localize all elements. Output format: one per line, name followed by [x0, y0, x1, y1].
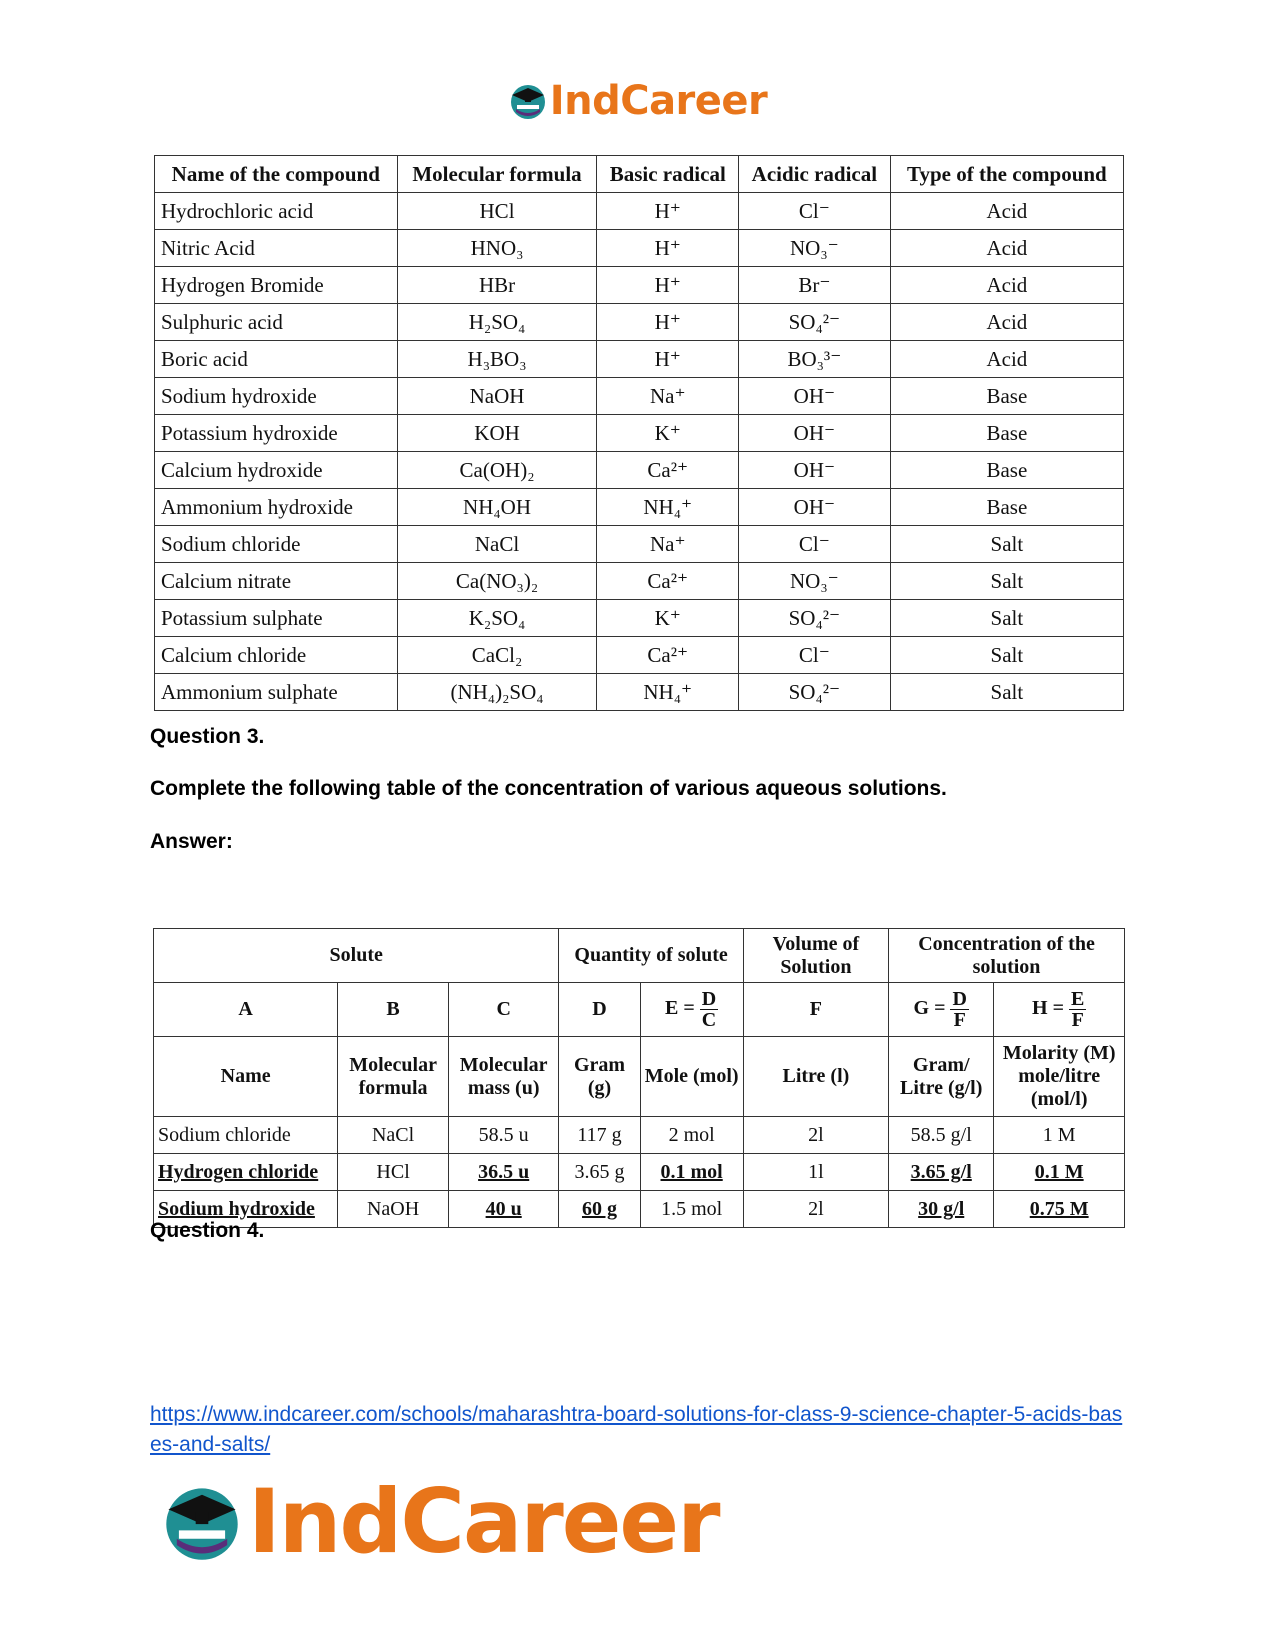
table-cell: H₂SO₄ [397, 304, 597, 341]
col-header: Type of the compound [890, 156, 1123, 193]
table-row [155, 452, 1124, 489]
table-cell: Cl⁻ [739, 637, 891, 674]
concentration-table [153, 928, 1125, 1228]
table-cell: Ca(NO₃)₂ [397, 563, 597, 600]
fraction-denominator: C [701, 1009, 717, 1031]
table-cell: H₃BO₃ [397, 341, 597, 378]
table-cell: HNO₃ [397, 230, 597, 267]
unit-litre: Litre (l) [743, 1037, 888, 1117]
table-cell: Sodium chloride [154, 1117, 338, 1154]
table-cell: H⁺ [597, 267, 739, 304]
table-cell: 3.65 g/l [889, 1154, 994, 1191]
formula-e-equals: = [683, 997, 695, 1020]
unit-mole: Mole (mol) [640, 1037, 743, 1117]
table-cell: Acid [890, 193, 1123, 230]
table-cell: HBr [397, 267, 597, 304]
table-row [155, 489, 1124, 526]
table-cell: H⁺ [597, 341, 739, 378]
formula-h-equals: = [1052, 997, 1064, 1020]
brand-logo [0, 78, 1275, 124]
letter-b: B [338, 983, 449, 1037]
table-cell: KOH [397, 415, 597, 452]
table-cell: Acid [890, 267, 1123, 304]
compounds-table [154, 155, 1124, 711]
table-row [155, 230, 1124, 267]
table-cell: CaCl₂ [397, 637, 597, 674]
brand-name: IndCareer [248, 1470, 719, 1573]
table-cell: Calcium nitrate [155, 563, 398, 600]
table-cell: Potassium hydroxide [155, 415, 398, 452]
table-cell: Hydrochloric acid [155, 193, 398, 230]
table-cell: Nitric Acid [155, 230, 398, 267]
table-cell: Cl⁻ [739, 526, 891, 563]
table-cell: 36.5 u [448, 1154, 559, 1191]
table-cell: NaCl [397, 526, 597, 563]
fraction-numerator: E [1071, 988, 1085, 1010]
table-row [155, 415, 1124, 452]
table-cell: Ammonium sulphate [155, 674, 398, 711]
question-4-title: Question 4. [150, 1219, 265, 1242]
table-cell: (NH₄)₂SO₄ [397, 674, 597, 711]
col-header: Name of the compound [155, 156, 398, 193]
table-row [155, 267, 1124, 304]
col-header: Acidic radical [739, 156, 891, 193]
col-header: Molecular formula [397, 156, 597, 193]
table-cell: 58.5 g/l [889, 1117, 994, 1154]
fraction-numerator: D [701, 988, 717, 1010]
table-cell: H⁺ [597, 193, 739, 230]
table-cell: OH⁻ [739, 489, 891, 526]
unit-name: Name [154, 1037, 338, 1117]
table-cell: Sodium hydroxide [155, 378, 398, 415]
table-cell: Acid [890, 230, 1123, 267]
table-cell: Sodium chloride [155, 526, 398, 563]
table-row [155, 341, 1124, 378]
brand-logo-large [160, 1470, 719, 1573]
table-cell: 2l [743, 1117, 888, 1154]
unit-formula: Molecular formula [338, 1037, 449, 1117]
unit-mass: Molecular mass (u) [448, 1037, 559, 1117]
table-row [155, 526, 1124, 563]
table-row [155, 304, 1124, 341]
table-cell: NO₃⁻ [739, 230, 891, 267]
table-row [155, 378, 1124, 415]
table-cell: NaOH [397, 378, 597, 415]
table-row [155, 563, 1124, 600]
table-cell: Salt [890, 563, 1123, 600]
table-cell: 0.1 M [994, 1154, 1125, 1191]
formula-g [889, 983, 994, 1037]
table-cell: Potassium sulphate [155, 600, 398, 637]
table-cell: NH₄OH [397, 489, 597, 526]
table-cell: Hydrogen Bromide [155, 267, 398, 304]
table-cell: BO₃³⁻ [739, 341, 891, 378]
formula-e-fraction [700, 989, 718, 1030]
table-row [154, 1117, 1125, 1154]
unit-molarity: Molarity (M) mole/litre (mol/l) [994, 1037, 1125, 1117]
table-cell: SO₄²⁻ [739, 304, 891, 341]
formula-e-letter: E [665, 997, 679, 1020]
col-header: Basic radical [597, 156, 739, 193]
table-cell: Salt [890, 674, 1123, 711]
table-cell: K⁺ [597, 600, 739, 637]
graduation-cap-globe-icon [160, 1480, 244, 1564]
table-cell: Salt [890, 526, 1123, 563]
table-cell: NO₃⁻ [739, 563, 891, 600]
table-cell: Ca²⁺ [597, 637, 739, 674]
table-cell: OH⁻ [739, 452, 891, 489]
table-cell: 2 mol [640, 1117, 743, 1154]
table-cell: NH₄⁺ [597, 674, 739, 711]
table-cell: Salt [890, 600, 1123, 637]
table-cell: H⁺ [597, 304, 739, 341]
table-cell: K₂SO₄ [397, 600, 597, 637]
fraction-denominator: F [953, 1009, 966, 1031]
table-cell: Boric acid [155, 341, 398, 378]
table-cell: 58.5 u [448, 1117, 559, 1154]
table-cell: 60 g [559, 1191, 640, 1228]
table-row [155, 193, 1124, 230]
table-cell: 0.75 M [994, 1191, 1125, 1228]
group-concentration: Concentration of the solution [889, 929, 1125, 983]
table-cell: Cl⁻ [739, 193, 891, 230]
letter-a: A [154, 983, 338, 1037]
table-cell: 40 u [448, 1191, 559, 1228]
table-cell: HCl [397, 193, 597, 230]
table-cell: Sodium hydroxide [154, 1191, 338, 1228]
compounds-table-body [155, 193, 1124, 711]
table-cell: Base [890, 452, 1123, 489]
table-cell: Ca²⁺ [597, 452, 739, 489]
table-cell: Ammonium hydroxide [155, 489, 398, 526]
formula-g-letter: G [913, 997, 930, 1020]
group-quantity: Quantity of solute [559, 929, 743, 983]
unit-gpl: Gram/ Litre (g/l) [889, 1037, 994, 1117]
graduation-cap-globe-icon [508, 81, 548, 121]
group-volume: Volume of Solution [743, 929, 888, 983]
table-cell: Salt [890, 637, 1123, 674]
answer-label: Answer: [150, 830, 233, 853]
fraction-denominator: F [1071, 1009, 1084, 1031]
table-row [154, 1154, 1125, 1191]
table-cell: 1l [743, 1154, 888, 1191]
table-cell: Na⁺ [597, 378, 739, 415]
table-cell: NaOH [338, 1191, 449, 1228]
table-cell: 0.1 mol [640, 1154, 743, 1191]
table-cell: 2l [743, 1191, 888, 1228]
formula-h-letter: H [1032, 997, 1048, 1020]
table-cell: Ca²⁺ [597, 563, 739, 600]
table-cell: HCl [338, 1154, 449, 1191]
table-cell: Ca(OH)₂ [397, 452, 597, 489]
table-cell: SO₄²⁻ [739, 600, 891, 637]
table-cell: 1 M [994, 1117, 1125, 1154]
table-cell: Base [890, 415, 1123, 452]
table-cell: Br⁻ [739, 267, 891, 304]
table-cell: Hydrogen chloride [154, 1154, 338, 1191]
question-3-title: Question 3. [150, 725, 265, 748]
brand-name: IndCareer [549, 78, 768, 124]
table-cell: 1.5 mol [640, 1191, 743, 1228]
table-cell: Calcium chloride [155, 637, 398, 674]
table-cell: OH⁻ [739, 378, 891, 415]
formula-g-equals: = [934, 997, 946, 1020]
table-row [155, 674, 1124, 711]
table-cell: NH₄⁺ [597, 489, 739, 526]
fraction-numerator: D [952, 988, 967, 1010]
table-cell: 3.65 g [559, 1154, 640, 1191]
formula-e [640, 983, 743, 1037]
table-row [155, 600, 1124, 637]
table-cell: Acid [890, 304, 1123, 341]
table-cell: K⁺ [597, 415, 739, 452]
table-cell: OH⁻ [739, 415, 891, 452]
table-cell: SO₄²⁻ [739, 674, 891, 711]
table-cell: H⁺ [597, 230, 739, 267]
table-cell: Na⁺ [597, 526, 739, 563]
table-cell: NaCl [338, 1117, 449, 1154]
letter-f: F [743, 983, 888, 1037]
formula-g-fraction [950, 989, 968, 1030]
source-link[interactable]: https://www.indcareer.com/schools/maharashtra-board-solutions-for-class-9-science-chapter-5-acids-bases-and-salts/ [150, 1403, 1123, 1456]
table-cell: 30 g/l [889, 1191, 994, 1228]
table-cell: Sulphuric acid [155, 304, 398, 341]
letter-c: C [448, 983, 559, 1037]
concentration-table-body [154, 1117, 1125, 1228]
table-cell: Calcium hydroxide [155, 452, 398, 489]
unit-gram: Gram (g) [559, 1037, 640, 1117]
group-solute: Solute [154, 929, 559, 983]
letter-d: D [559, 983, 640, 1037]
formula-h [994, 983, 1125, 1037]
table-cell: 117 g [559, 1117, 640, 1154]
table-row [155, 637, 1124, 674]
table-row [154, 1191, 1125, 1228]
table-cell: Base [890, 378, 1123, 415]
question-3-prompt: Complete the following table of the concentration of various aqueous solutions. [150, 777, 947, 800]
table-cell: Base [890, 489, 1123, 526]
table-cell: Acid [890, 341, 1123, 378]
formula-h-fraction [1069, 989, 1086, 1030]
